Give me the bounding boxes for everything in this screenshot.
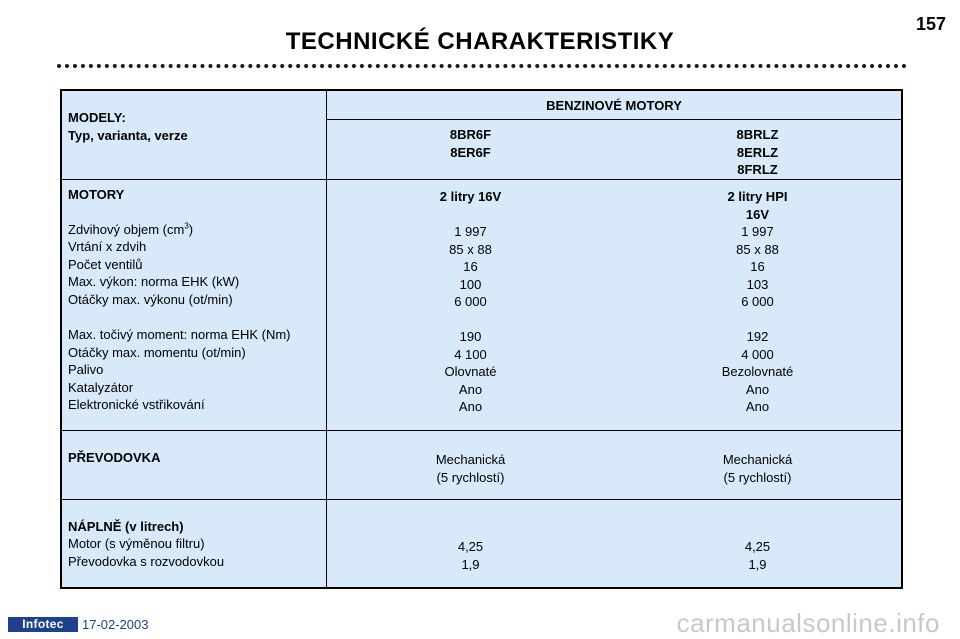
label-torque-rpm: Otáčky max. momentu (ot/min) (68, 344, 246, 360)
column-2-values-2: 192 4 000 Bezolovnaté Ano Ano (721, 329, 794, 414)
dotted-divider (57, 64, 907, 68)
header-divider (326, 119, 901, 120)
models-label: MODELY: (68, 110, 126, 125)
fills-labels: Motor (s výměnou filtru) Převodovka s rozvodovkou (68, 536, 225, 569)
column-1-engine-name: 2 litry 16V (439, 189, 502, 204)
label-power-rpm: Otáčky max. výkonu (ot/min) (68, 291, 233, 307)
column-1-values-2: 190 4 100 Olovnaté Ano Ano (444, 329, 497, 414)
column-2-fills: 4,25 1,9 (744, 539, 771, 572)
engine-group-header: BENZINOVÉ MOTORY (546, 98, 682, 113)
row-divider-engines (62, 430, 901, 431)
fills-heading: NÁPLNĚ (v litrech) (68, 519, 184, 534)
column-2-values-1: 1 997 85 x 88 16 103 6 000 (736, 224, 779, 309)
engines-heading: MOTORY (68, 187, 125, 202)
label-max-power: Max. výkon: norma EHK (kW) (68, 274, 240, 289)
column-2-codes: 8BRLZ 8ERLZ 8FRLZ (736, 127, 779, 177)
label-bore-stroke: Vrtání x zdvih (68, 239, 147, 254)
column-1-gearbox: Mechanická (5 rychlostí) (435, 452, 506, 485)
row-divider-gearbox (62, 499, 901, 500)
row-divider-models (62, 179, 901, 180)
label-injection: Elektronické vstřikování (68, 397, 205, 412)
displacement-label: Zdvihový objem $(cm^3)$ (68, 221, 194, 237)
watermark: carmanualsonline.info (676, 608, 940, 638)
column-2-engine-name-line2: 16V (745, 207, 770, 222)
column-2-engine-name-line1: 2 litry HPI (727, 189, 788, 204)
footer-date: 17-02-2003 (82, 617, 149, 632)
column-1-fills: 4,25 1,9 (457, 539, 484, 572)
page-number: 157 (915, 14, 946, 34)
column-1-values-1: 1 997 85 x 88 16 100 6 000 (449, 224, 492, 309)
type-variant-label: Typ, varianta, verze (68, 128, 188, 143)
specifications-table (60, 89, 903, 589)
engine-spec-labels-2 (68, 326, 323, 414)
infotec-logo: Infotec (8, 617, 78, 632)
page-title: TECHNICKÉ CHARAKTERISTIKY (285, 28, 675, 55)
column-2-gearbox: Mechanická (5 rychlostí) (722, 452, 793, 485)
label-max-torque: Max. točivý moment: norma EHK (Nm) (68, 327, 291, 342)
label-valves: Počet ventilů (68, 256, 143, 272)
label-catalyst: Katalyzátor (68, 379, 134, 395)
gearbox-heading: PŘEVODOVKA (68, 450, 161, 465)
column-1-codes: 8BR6F 8ER6F (449, 127, 492, 160)
engine-spec-labels-1 (68, 238, 323, 308)
label-fuel: Palivo (68, 362, 104, 377)
